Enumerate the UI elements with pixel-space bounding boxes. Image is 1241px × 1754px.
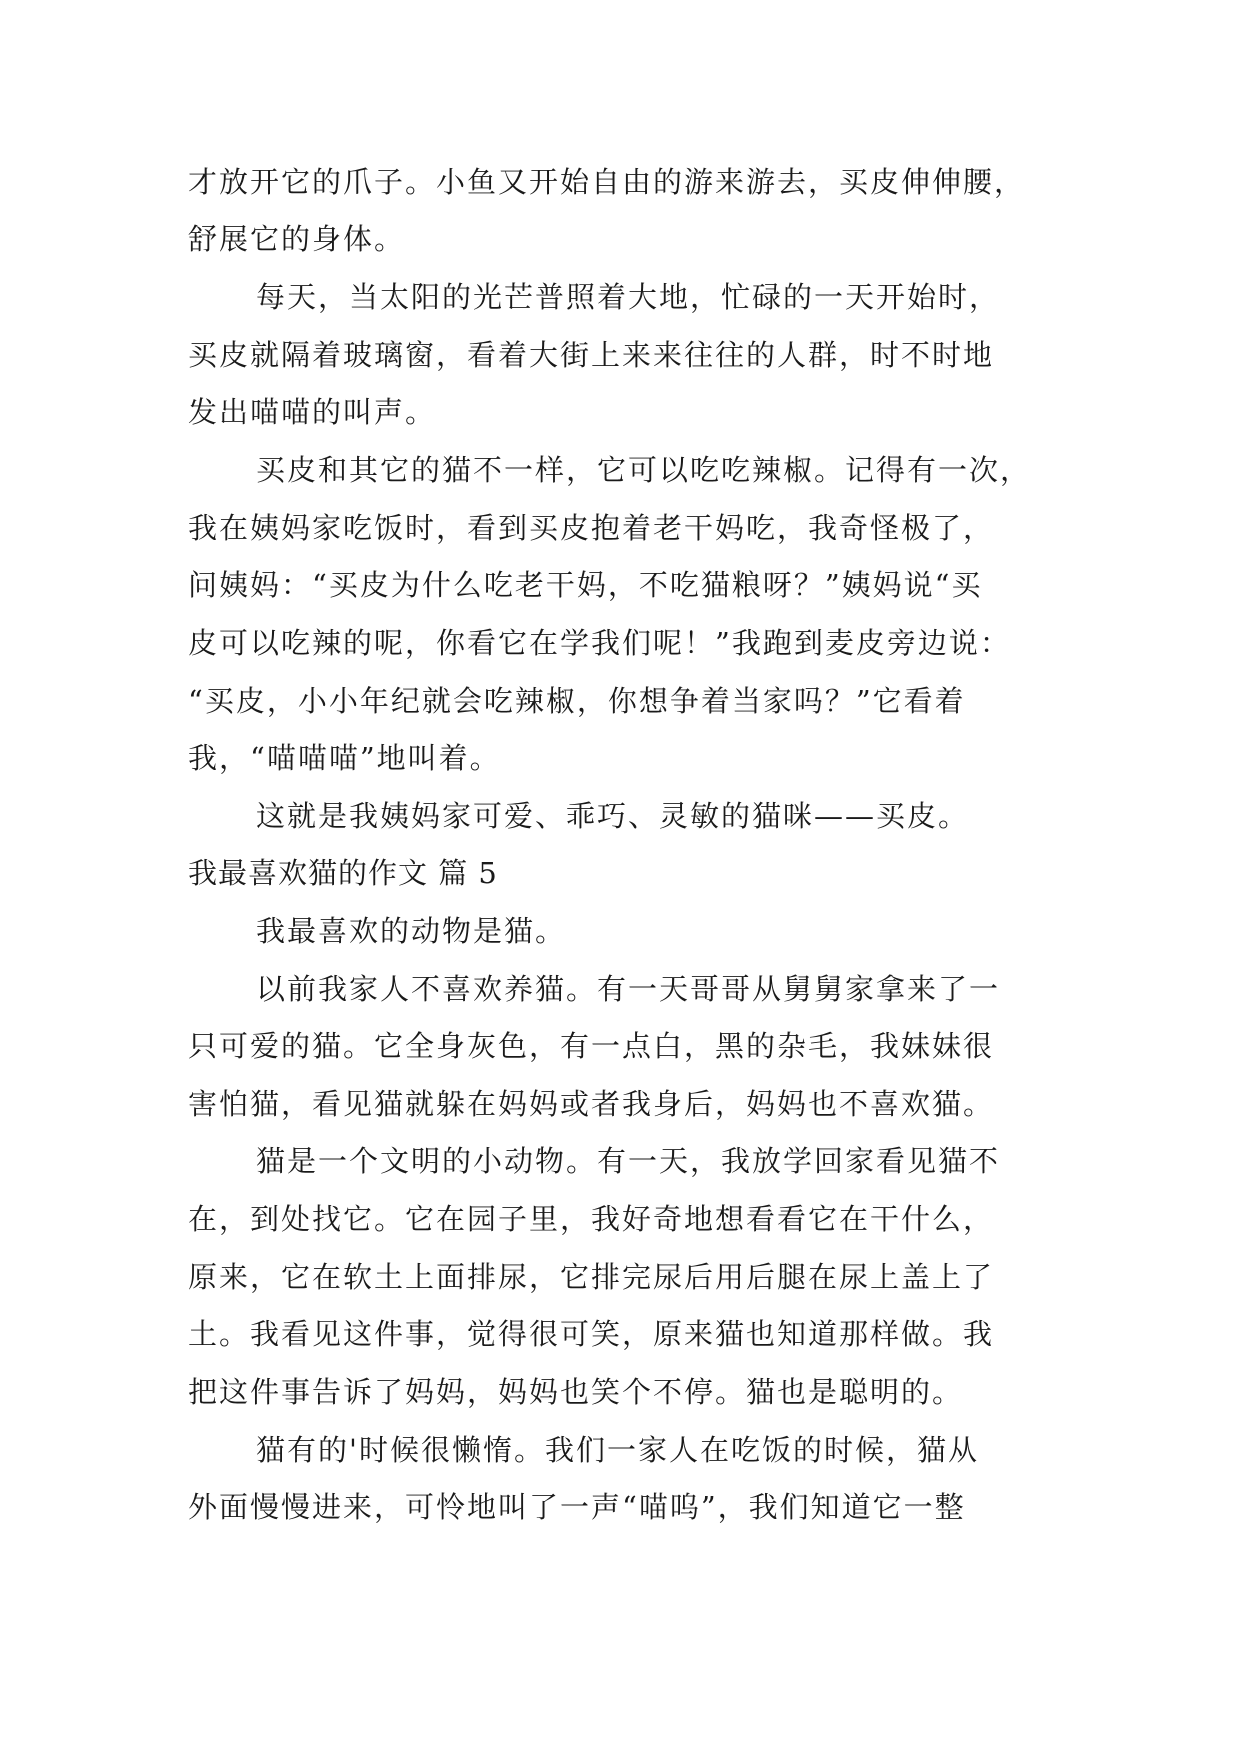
text-line: 只可爱的猫。它全身灰色，有一点白，黑的杂毛，我妹妹很 bbox=[188, 1029, 995, 1063]
text-line: 舒展它的身体。 bbox=[188, 222, 406, 256]
text-line: 才放开它的爪子。小鱼又开始自由的游来游去，买皮伸伸腰， bbox=[188, 165, 1026, 199]
paragraph-first-line: 我最喜欢的动物是猫。 bbox=[256, 914, 567, 948]
text-line: 我在姨妈家吃饭时，看到买皮抱着老干妈吃，我奇怪极了， bbox=[188, 511, 995, 545]
text-line: 土。我看见这件事，觉得很可笑，原来猫也知道那样做。我 bbox=[188, 1317, 995, 1351]
text-line: 在，到处找它。它在园子里，我好奇地想看看它在干什么， bbox=[188, 1202, 995, 1236]
text-line: 害怕猫，看见猫就躲在妈妈或者我身后，妈妈也不喜欢猫。 bbox=[188, 1087, 995, 1121]
section-heading: 我最喜欢猫的作文 篇 5 bbox=[188, 856, 498, 890]
text-line: 外面慢慢进来，可怜地叫了一声“喵呜”，我们知道它一整 bbox=[188, 1490, 966, 1524]
paragraph-first-line: 每天，当太阳的光芒普照着大地，忙碌的一天开始时， bbox=[256, 280, 1001, 314]
text-line: 发出喵喵的叫声。 bbox=[188, 395, 437, 429]
text-line: 把这件事告诉了妈妈，妈妈也笑个不停。猫也是聪明的。 bbox=[188, 1375, 964, 1409]
text-line: 买皮就隔着玻璃窗，看着大街上来来往往的人群，时不时地 bbox=[188, 338, 995, 372]
paragraph-first-line: 猫是一个文明的小动物。有一天，我放学回家看见猫不 bbox=[256, 1144, 1001, 1178]
paragraph-first-line: 猫有的'时候很懒惰。我们一家人在吃饭的时候，猫从 bbox=[256, 1433, 979, 1467]
paragraph-first-line: 这就是我姨妈家可爱、乖巧、灵敏的猫咪——买皮。 bbox=[256, 799, 970, 833]
text-line: 问姨妈：“买皮为什么吃老干妈，不吃猫粮呀？”姨妈说“买 bbox=[188, 568, 983, 602]
paragraph-first-line: 买皮和其它的猫不一样，它可以吃吃辣椒。记得有一次， bbox=[256, 453, 1032, 487]
text-line: 原来，它在软土上面排尿，它排完尿后用后腿在尿上盖上了 bbox=[188, 1260, 995, 1294]
text-line: “买皮，小小年纪就会吃辣椒，你想争着当家吗？”它看着 bbox=[188, 684, 966, 718]
paragraph-first-line: 以前我家人不喜欢养猫。有一天哥哥从舅舅家拿来了一 bbox=[256, 972, 1001, 1006]
text-line: 皮可以吃辣的呢，你看它在学我们呢！”我跑到麦皮旁边说： bbox=[188, 626, 1011, 660]
text-line: 我，“喵喵喵”地叫着。 bbox=[188, 741, 501, 775]
